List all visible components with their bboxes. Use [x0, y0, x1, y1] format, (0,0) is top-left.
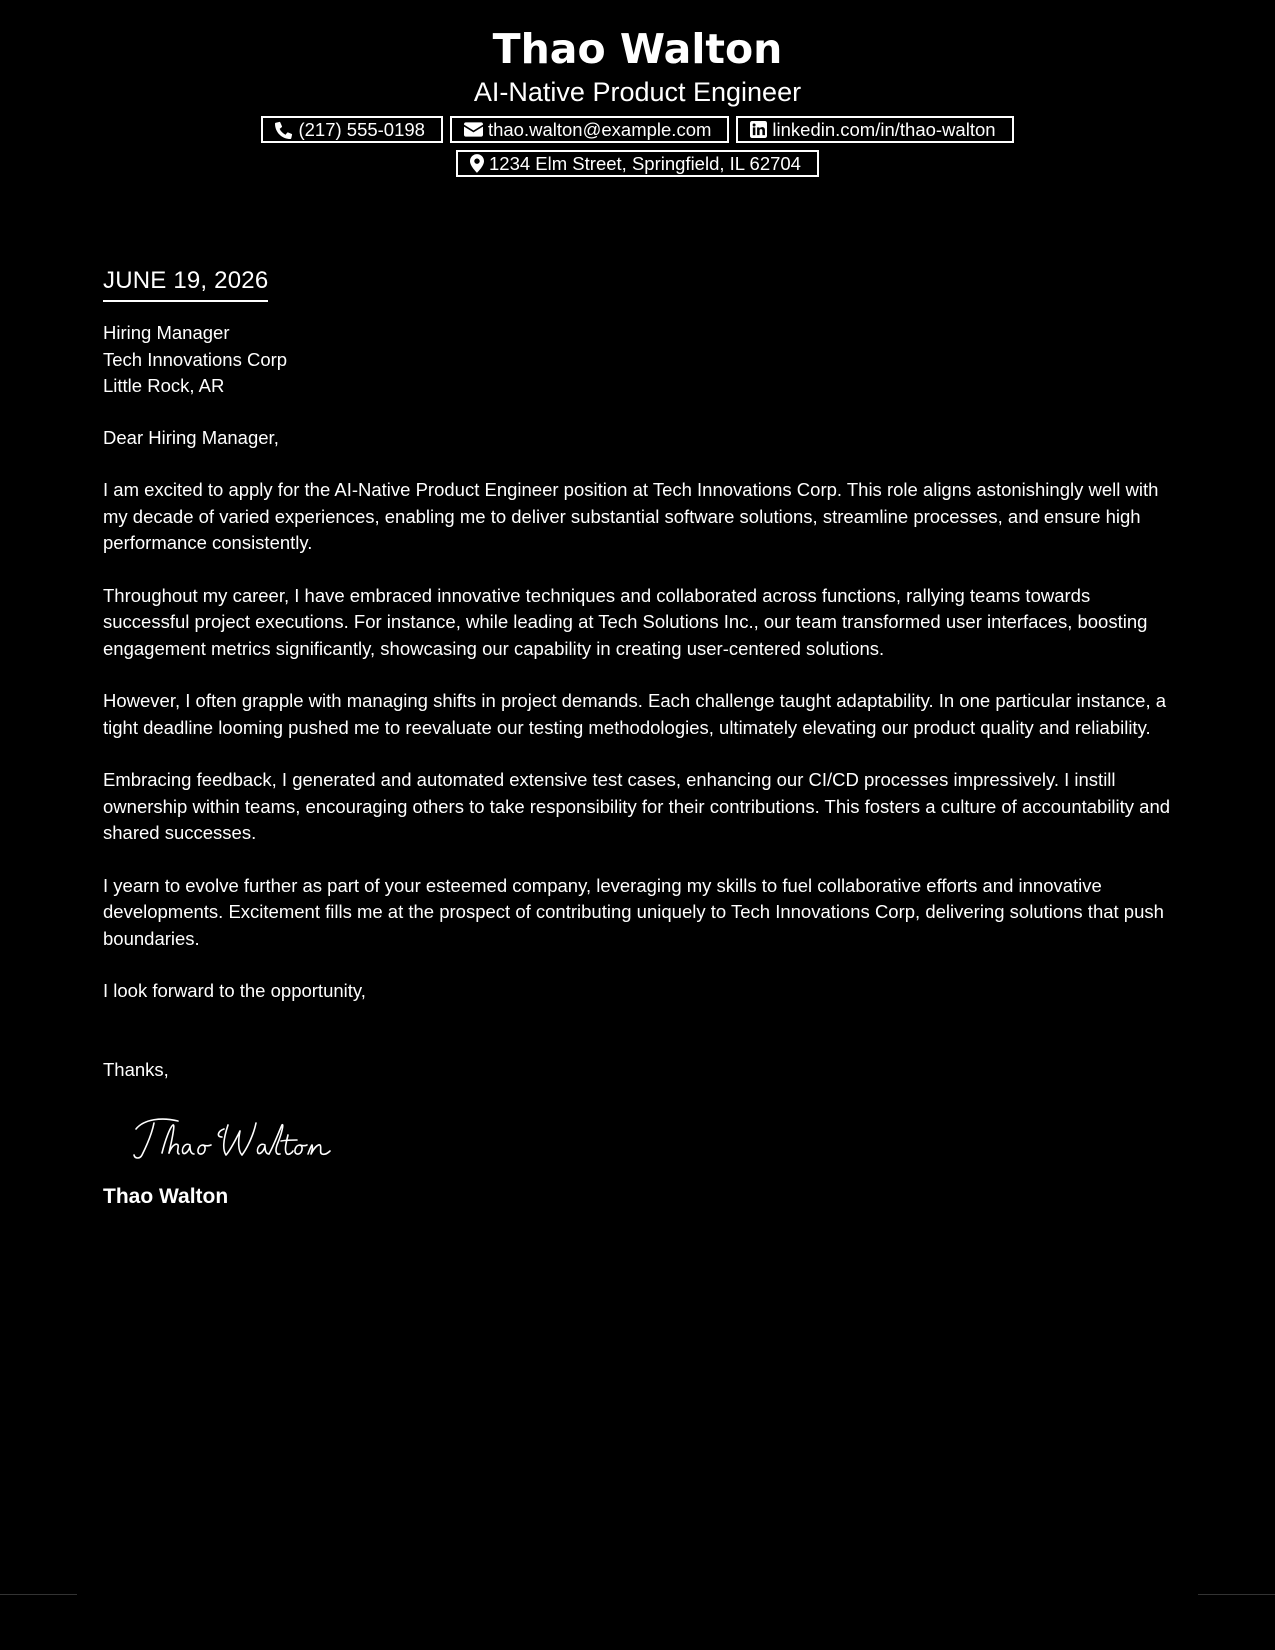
contact-row-address	[0, 150, 1275, 177]
handwritten-signature	[132, 1109, 1173, 1169]
envelope-icon	[464, 122, 483, 137]
footer-rule-right	[1198, 1594, 1275, 1595]
street-address: 1234 Elm Street, Springfield, IL 62704	[489, 152, 801, 174]
recipient-block	[103, 320, 1173, 400]
letter-header	[0, 22, 1275, 177]
salutation: Dear Hiring Manager,	[103, 426, 279, 448]
letter-date: JUNE 19, 2026	[103, 266, 268, 302]
map-pin-icon	[470, 154, 484, 173]
letter-body	[103, 266, 1173, 1211]
contact-phone[interactable]	[261, 116, 443, 143]
paragraph-2: Throughout my career, I have embraced innovative techniques and collaborated across functions, rallying teams towards successful project executions. For instance, while leading at Tech Solutions Inc., our team transformed user interfaces, boosting engagement metrics significantly, showcasing our capability in creating user-centered solutions.	[103, 584, 1148, 659]
recipient-location: Little Rock, AR	[103, 375, 225, 396]
contact-row	[0, 116, 1275, 143]
contact-address	[456, 150, 819, 177]
contact-email[interactable]	[450, 116, 729, 143]
paragraph-3: However, I often grapple with managing shifts in project demands. Each challenge taught adaptability. In one particular instance, a tight deadline looming pushed me to reevaluate our testing methodologies, ultimately elevating our product quality and reliability.	[103, 690, 1167, 738]
paragraph-5: I yearn to evolve further as part of your esteemed company, leveraging my skills to fuel collaborative efforts and innovative developments. Excitement fills me at the prospect of contributing uniquely to Tech Innovations Corp, delivering solutions that push boundaries.	[103, 874, 1164, 949]
footer-rule-left	[0, 1594, 77, 1595]
header-job-title: AI-Native Product Engineer	[473, 77, 802, 107]
recipient-role: Hiring Manager	[103, 322, 230, 343]
signoff: Thanks,	[103, 1058, 169, 1080]
email-address: thao.walton@example.com	[487, 118, 712, 140]
paragraph-1: I am excited to apply for the AI-Native Product Engineer position at Tech Innovations Corp. This role aligns astonishingly well with my decade of varied experiences, enabling me to deliver substantial software solutions, streamline processes, and ensure high performance consistently.	[103, 479, 1159, 553]
linkedin-url: linkedin.com/in/thao-walton	[772, 118, 996, 140]
header-name: Thao Walton	[492, 25, 783, 73]
recipient-company: Tech Innovations Corp	[103, 348, 288, 370]
contact-linkedin[interactable]	[736, 116, 1013, 143]
phone-number: (217) 555-0198	[298, 118, 425, 140]
linkedin-icon	[750, 121, 767, 138]
closing-line: I look forward to the opportunity,	[103, 980, 366, 1001]
paragraph-4: Embracing feedback, I generated and automated extensive test cases, enhancing our CI/CD processes impressively. I instill ownership within teams, encouraging others to take responsibility for their contributions. This fosters a culture of accountability and shared successes.	[103, 769, 1171, 843]
signed-name: Thao Walton	[103, 1185, 229, 1208]
phone-icon	[275, 121, 293, 139]
